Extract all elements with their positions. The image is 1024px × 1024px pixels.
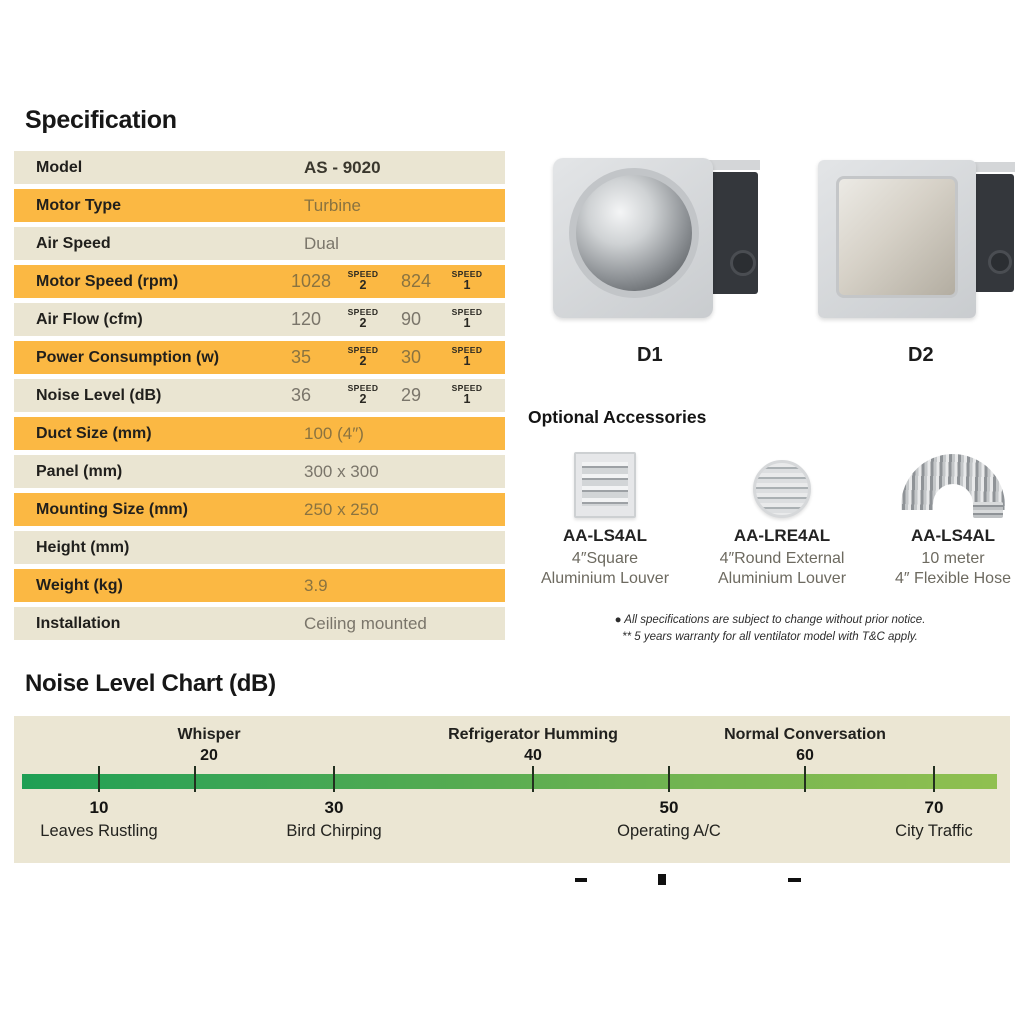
speed-tag-text: SPEED [347, 306, 379, 317]
table-row [14, 341, 505, 374]
speed2-tag [343, 308, 383, 331]
speed1-tag [447, 384, 487, 407]
tick-20 [194, 766, 196, 792]
accessory-code: AA-LS4AL [562, 526, 648, 545]
d2-product-image [818, 160, 976, 318]
row-value: 250 x 250 [304, 499, 379, 519]
accessory-desc: 10 meter [921, 550, 985, 567]
speed2-value: 36 [291, 385, 312, 405]
accessory-code: AA-LS4AL [910, 526, 996, 545]
row-value: Turbine [304, 195, 362, 215]
speed1-tag [447, 308, 487, 331]
row-label: Motor Type [36, 196, 122, 214]
speed2-tag [343, 346, 383, 369]
reference-name: Leaves Rustling [40, 822, 158, 840]
reference-db: 70 [924, 798, 944, 817]
d1-round-inlet [569, 168, 699, 298]
row-label: Height (mm) [36, 538, 130, 556]
row-value [263, 341, 505, 374]
row-label: Model [36, 158, 83, 176]
noise-level-chart [14, 716, 1010, 863]
chart-label-above [79, 726, 339, 765]
flexible-hose-icon [878, 444, 1024, 518]
d1-label: D1 [637, 344, 663, 366]
table-row [14, 265, 505, 298]
row-label: Noise Level (dB) [36, 386, 162, 404]
row-value [263, 303, 505, 336]
row-value [263, 265, 505, 298]
reference-name: Bird Chirping [286, 822, 382, 840]
row-label: Duct Size (mm) [36, 424, 152, 442]
speed-tag-number: 1 [463, 316, 471, 331]
reference-db: 60 [796, 747, 814, 764]
tick-50 [668, 766, 670, 792]
tick-60 [804, 766, 806, 792]
crop-mark-dash [575, 878, 587, 882]
d1-bracket [705, 160, 760, 170]
optional-accessories-heading: Optional Accessories [528, 407, 707, 427]
speed2-value: 120 [291, 309, 322, 329]
speed2-tag [343, 384, 383, 407]
table-row [14, 493, 505, 526]
chart-label-below [559, 798, 779, 841]
specification-table [14, 151, 505, 645]
table-row [14, 455, 505, 488]
table-row [14, 379, 505, 412]
speed-tag-text: SPEED [451, 344, 483, 355]
row-value: 3.9 [304, 575, 328, 595]
chart-label-below [824, 798, 1024, 841]
disclaimer-line: ** 5 years warranty for all ventilator model with T&C apply. [622, 631, 918, 643]
row-label: Power Consumption (w) [36, 348, 220, 366]
specification-title: Specification [25, 106, 177, 134]
accessory-desc: 4″ Flexible Hose [895, 570, 1011, 587]
row-label: Air Speed [36, 234, 111, 252]
d2-square-panel [836, 176, 958, 298]
row-value: 300 x 300 [304, 461, 379, 481]
accessory-desc: 4″Round External [719, 550, 845, 567]
row-value [272, 531, 505, 564]
speed-tag-number: 1 [463, 278, 471, 293]
speed2-tag [343, 270, 383, 293]
speed-tag-text: SPEED [451, 268, 483, 279]
reference-name: Whisper [177, 726, 241, 743]
speed1-tag [447, 346, 487, 369]
chart-label-below [224, 798, 444, 841]
tick-40 [532, 766, 534, 792]
reference-name: Normal Conversation [724, 726, 886, 743]
speed-tag-number: 2 [359, 278, 367, 293]
disclaimer-line: ● All specifications are subject to change without prior notice. [614, 614, 926, 626]
speed-tag-text: SPEED [347, 344, 379, 355]
table-row [14, 227, 505, 260]
speed-tag-text: SPEED [451, 382, 483, 393]
row-label: Weight (kg) [36, 576, 123, 594]
reference-db: 40 [524, 747, 542, 764]
speed-tag-number: 2 [359, 354, 367, 369]
reference-name: Operating A/C [617, 822, 721, 840]
speed-tag-number: 2 [359, 392, 367, 407]
reference-db: 20 [200, 747, 218, 764]
d2-motor-knob [988, 250, 1012, 274]
speed1-tag [447, 270, 487, 293]
tick-70 [933, 766, 935, 792]
speed1-value: 30 [401, 347, 422, 367]
row-label: Motor Speed (rpm) [36, 272, 179, 290]
accessory-desc: Aluminium Louver [540, 570, 670, 587]
chart-label-above [403, 726, 663, 765]
round-louver-icon [692, 444, 872, 518]
accessory-desc: Aluminium Louver [717, 570, 847, 587]
reference-db: 30 [324, 798, 344, 817]
row-label: Installation [36, 614, 121, 632]
d1-motor-knob [730, 250, 756, 276]
table-row [14, 531, 505, 564]
speed2-value: 1028 [291, 271, 332, 291]
speed-tag-number: 1 [463, 392, 471, 407]
row-value: Ceiling mounted [304, 613, 427, 633]
accessory-item [525, 444, 685, 589]
speed-tag-text: SPEED [347, 268, 379, 279]
speed2-value: 35 [291, 347, 312, 367]
crop-mark-square [658, 874, 666, 885]
square-louver-icon [525, 444, 685, 518]
speed-tag-number: 1 [463, 354, 471, 369]
row-value [263, 379, 505, 412]
row-label: Panel (mm) [36, 462, 123, 480]
accessory-desc: 4″Square [571, 550, 639, 567]
reference-db: 10 [89, 798, 109, 817]
speed1-value: 90 [401, 309, 422, 329]
table-row [14, 189, 505, 222]
tick-10 [98, 766, 100, 792]
d1-product-image [553, 158, 713, 318]
accessory-code: AA-LRE4AL [733, 526, 831, 545]
row-label: Air Flow (cfm) [36, 310, 143, 328]
table-row [14, 151, 505, 184]
tick-30 [333, 766, 335, 792]
reference-db: 50 [659, 798, 679, 817]
table-row [14, 569, 505, 602]
row-value: 100 (4″) [304, 423, 364, 443]
row-value: Dual [304, 233, 339, 253]
row-label: Mounting Size (mm) [36, 500, 188, 518]
row-value: AS - 9020 [304, 157, 381, 177]
speed-tag-number: 2 [359, 316, 367, 331]
reference-name: City Traffic [895, 822, 973, 840]
table-row [14, 417, 505, 450]
speed1-value: 29 [401, 385, 422, 405]
speed-tag-text: SPEED [451, 306, 483, 317]
speed-tag-text: SPEED [347, 382, 379, 393]
table-row [14, 303, 505, 336]
crop-mark-dash [788, 878, 801, 882]
db-gradient-bar [22, 774, 997, 789]
d2-label: D2 [908, 344, 934, 366]
table-row [14, 607, 505, 640]
noise-chart-title: Noise Level Chart (dB) [25, 670, 276, 697]
chart-label-below [0, 798, 209, 841]
disclaimer-notes [600, 612, 940, 646]
chart-label-above [675, 726, 935, 765]
speed1-value: 824 [401, 271, 432, 291]
accessory-item [692, 444, 872, 589]
reference-name: Refrigerator Humming [448, 726, 618, 743]
accessory-item [878, 444, 1024, 589]
